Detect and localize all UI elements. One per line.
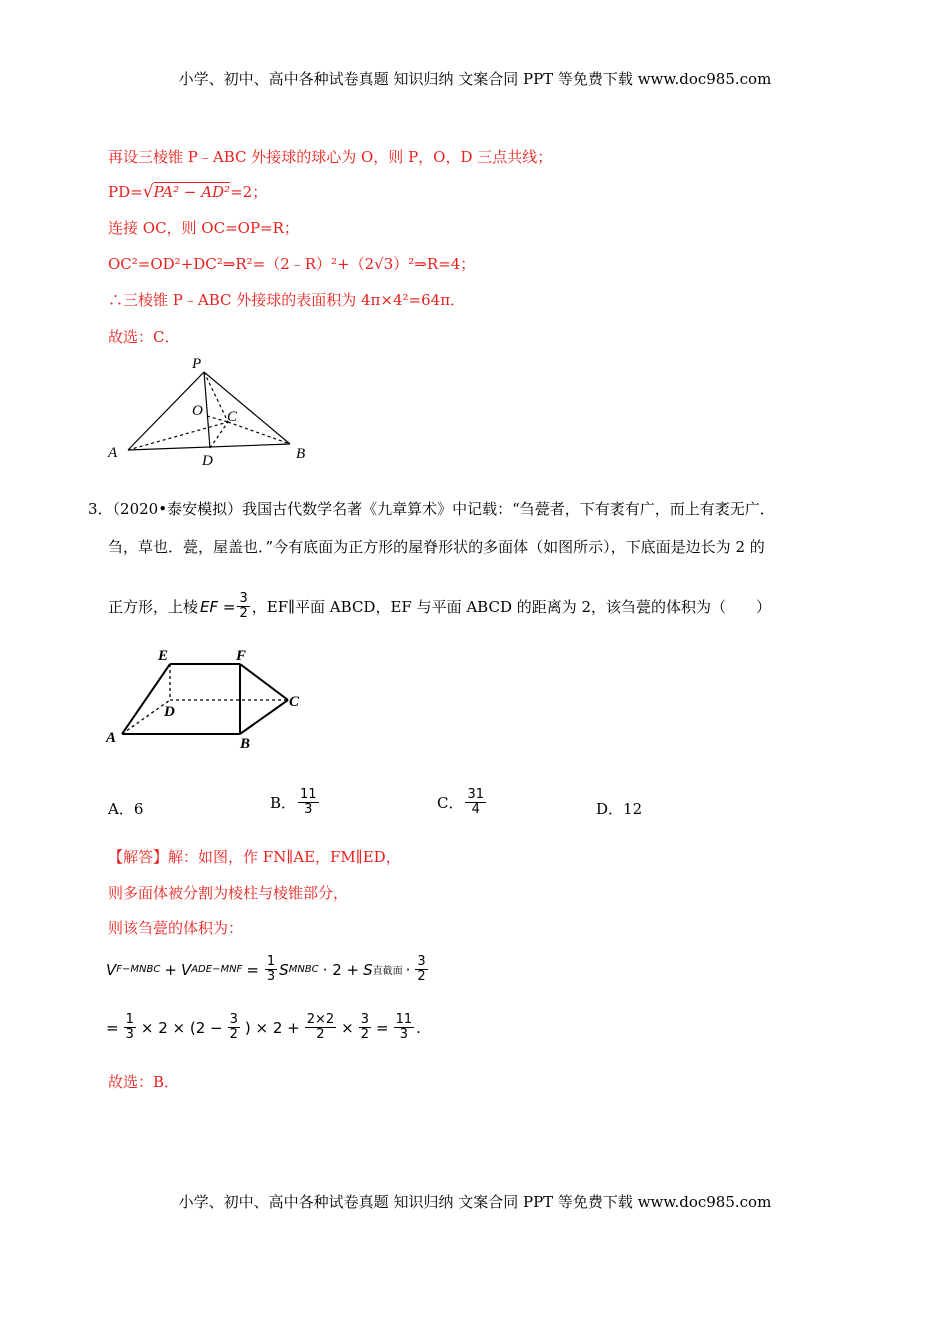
answer-line-3: 则该刍甍的体积为： bbox=[108, 919, 244, 937]
pd-suffix: =2； bbox=[230, 183, 268, 201]
question-line-1: 3．（2020•泰安模拟）我国古代数学名著《九章算术》中记载：“刍甍者，下有袤有广，而上有袤无广． bbox=[88, 500, 775, 518]
edge-ac bbox=[128, 422, 228, 450]
label-e: E bbox=[158, 648, 169, 664]
edge-ad bbox=[122, 700, 170, 734]
edge-bc bbox=[240, 700, 288, 734]
answer-line-1: 【解答】解：如图，作 FN∥AE，FM∥ED， bbox=[108, 848, 401, 866]
question-line-3 bbox=[108, 592, 771, 621]
answer-line-2: 则多面体被分割为棱柱与棱锥部分， bbox=[108, 884, 349, 902]
label-d: D bbox=[164, 704, 175, 720]
option-c-fraction: $\frac{31}{4}$ bbox=[467, 787, 485, 817]
ef-fraction-den: 2 bbox=[239, 606, 248, 621]
label-c: C bbox=[289, 694, 300, 710]
pd-prefix: PD= bbox=[108, 183, 143, 201]
solution-line-5: ∴三棱锥 P﹣ABC 外接球的表面积为 4π×4²=64π． bbox=[108, 291, 466, 309]
solution-answer: 故选：C． bbox=[108, 328, 180, 346]
label-c: C bbox=[227, 409, 238, 425]
question-line-2: 刍，草也．甍，屋盖也．”今有底面为正方形的屋脊形状的多面体（如图所示），下底面是边长为 2 的 bbox=[108, 538, 765, 556]
label-a: A bbox=[108, 445, 118, 461]
option-b-fraction: $\frac{11}{3}$ bbox=[300, 787, 317, 817]
ef-expression: EF = bbox=[200, 597, 236, 616]
label-b: B bbox=[240, 736, 251, 752]
solution-line-3: 连接 OC，则 OC=OP=R； bbox=[108, 219, 299, 237]
sqrt-symbol: √ bbox=[142, 182, 154, 202]
option-d: D．12 bbox=[596, 800, 643, 818]
volume-formula-2: = $\frac{1}{3}$ × 2 × (2 − $\frac{3}{2}$ ) × 2 + $\frac{2\times 2}{2}$ × $\frac{3}{2}$ = $\frac{11}{3}$ . bbox=[106, 1012, 421, 1042]
edge-oc bbox=[207, 416, 228, 422]
edge-pb bbox=[204, 372, 290, 444]
page-header: 小学、初中、高中各种试卷真题 知识归纳 文案合同 PPT 等免费下载 www.doc985.com bbox=[178, 70, 772, 88]
question-line-3-prefix: 正方形，上棱 bbox=[108, 598, 199, 616]
page-footer: 小学、初中、高中各种试卷真题 知识归纳 文案合同 PPT 等免费下载 www.doc985.com bbox=[178, 1193, 772, 1211]
option-c: C． $\frac{31}{4}$ bbox=[437, 787, 485, 817]
label-a: A bbox=[106, 730, 117, 746]
label-p: P bbox=[192, 356, 202, 372]
solution-line-1: 再设三棱锥 P﹣ABC 外接球的球心为 O，则 P，O，D 三点共线； bbox=[108, 148, 553, 166]
ef-fraction-num: 3 bbox=[239, 591, 248, 606]
pyramid-figure bbox=[100, 352, 320, 467]
polyhedron-figure bbox=[100, 642, 310, 752]
edge-cb bbox=[228, 422, 290, 444]
edge-fc bbox=[240, 664, 288, 700]
label-f: F bbox=[236, 648, 247, 664]
sqrt-radicand: PA² − AD² bbox=[153, 183, 231, 201]
edge-ab bbox=[128, 444, 290, 450]
option-b: B． $\frac{11}{3}$ bbox=[270, 787, 317, 817]
label-d: D bbox=[202, 453, 213, 467]
volume-formula-1: V F−MNBC + V ADE−MNF = $\frac{1}{3}$ S MNBC · 2 + S 直截面 · $\frac{3}{2}$ bbox=[106, 954, 426, 984]
edge-ea bbox=[122, 664, 170, 734]
label-b: B bbox=[296, 446, 306, 462]
solution-line-2 bbox=[108, 181, 267, 202]
question-line-3-suffix: ，EF∥平面 ABCD，EF 与平面 ABCD 的距离为 2，该刍甍的体积为（ ） bbox=[251, 598, 772, 616]
final-answer: 故选：B． bbox=[108, 1073, 180, 1091]
edge-dc bbox=[210, 422, 228, 448]
option-a: A．6 bbox=[108, 800, 144, 818]
ef-fraction bbox=[237, 592, 249, 621]
label-o: O bbox=[192, 403, 203, 419]
solution-line-4: OC²=OD²+DC²⇒R²=（2﹣R）²+（2√3）²⇒R=4； bbox=[108, 255, 476, 273]
